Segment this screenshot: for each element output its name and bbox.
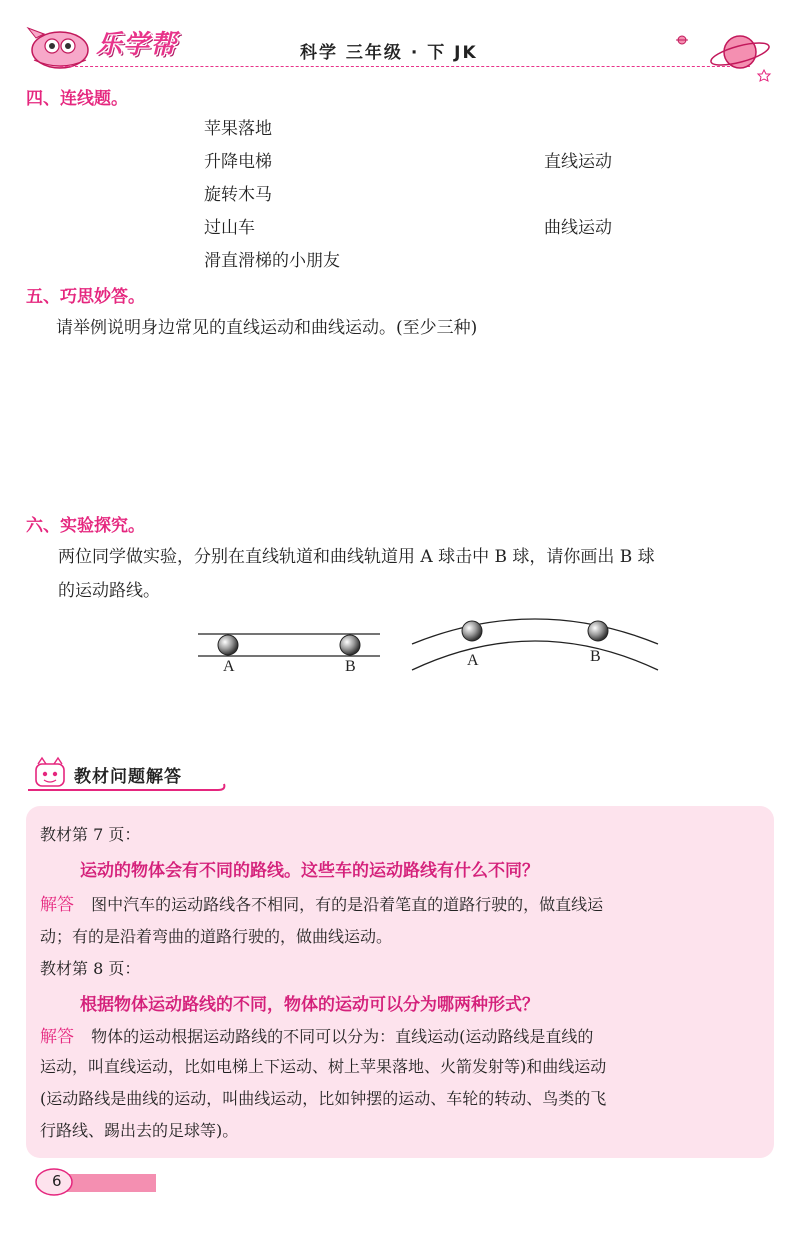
textbook-section-title: 教材问题解答 <box>74 767 182 787</box>
header-title: 科学 三年级 · 下 JK <box>300 43 478 63</box>
match-left-item: 滑直滑梯的小朋友 <box>204 251 340 271</box>
page-number: 6 <box>52 1172 62 1190</box>
section4-title: 四、连线题。 <box>26 89 128 109</box>
answer-text: 物体的运动根据运动路线的不同可以分为：直线运动(运动路线是直线的 <box>91 1027 594 1046</box>
page8-answer-line2: 运动，叫直线运动，比如电梯上下运动、树上苹果落地、火箭发射等)和曲线运动 <box>40 1057 607 1076</box>
answer-label: 解答 <box>40 1027 74 1047</box>
match-right-item: 曲线运动 <box>544 218 612 238</box>
logo-text: 乐学帮 <box>96 30 178 60</box>
ball-label-b-curved: B <box>590 648 601 665</box>
section6-question-line1: 两位同学做实验，分别在直线轨道和曲线轨道用 A 球击中 B 球，请你画出 B 球 <box>58 547 655 567</box>
section6-title: 六、实验探究。 <box>26 516 145 536</box>
ball-a-straight <box>218 635 238 655</box>
page7-question: 运动的物体会有不同的路线。这些车的运动路线有什么不同？ <box>80 861 539 881</box>
ball-label-b-straight: B <box>345 658 356 675</box>
ball-b-straight <box>340 635 360 655</box>
curved-track-top <box>412 619 658 644</box>
match-left-item: 旋转木马 <box>204 185 272 205</box>
page8-answer-line4: 行路线、踢出去的足球等)。 <box>40 1121 239 1140</box>
page7-answer-line1 <box>40 890 603 915</box>
ball-label-a-straight: A <box>223 658 235 675</box>
header-divider <box>60 66 750 67</box>
ball-b-curved <box>588 621 608 641</box>
page7-answer-line2: 动；有的是沿着弯曲的道路行驶的，做曲线运动。 <box>40 927 393 946</box>
page7-label: 教材第 7 页： <box>40 825 141 844</box>
planet-icon <box>670 22 780 82</box>
page8-label: 教材第 8 页： <box>40 959 141 978</box>
match-right-item: 直线运动 <box>544 152 612 172</box>
section5-title: 五、巧思妙答。 <box>26 287 145 307</box>
match-left-item: 升降电梯 <box>204 152 272 172</box>
page8-answer-line1 <box>40 1022 593 1047</box>
section5-question: 请举例说明身边常见的直线运动和曲线运动。(至少三种) <box>56 318 478 338</box>
page8-answer-line3: (运动路线是曲线的运动，叫曲线运动，比如钟摆的运动、车轮的转动、鸟类的飞 <box>40 1089 607 1108</box>
answer-text: 图中汽车的运动路线各不相同，有的是沿着笔直的道路行驶的，做直线运 <box>91 895 604 914</box>
match-left-item: 过山车 <box>204 218 255 238</box>
page8-question: 根据物体运动路线的不同，物体的运动可以分为哪两种形式？ <box>80 995 539 1015</box>
match-left-item: 苹果落地 <box>204 119 272 139</box>
ball-label-a-curved: A <box>467 652 479 669</box>
section6-question-line2: 的运动路线。 <box>58 581 160 601</box>
curved-track-bottom <box>412 641 658 670</box>
answer-label: 解答 <box>40 895 74 915</box>
ball-a-curved <box>462 621 482 641</box>
